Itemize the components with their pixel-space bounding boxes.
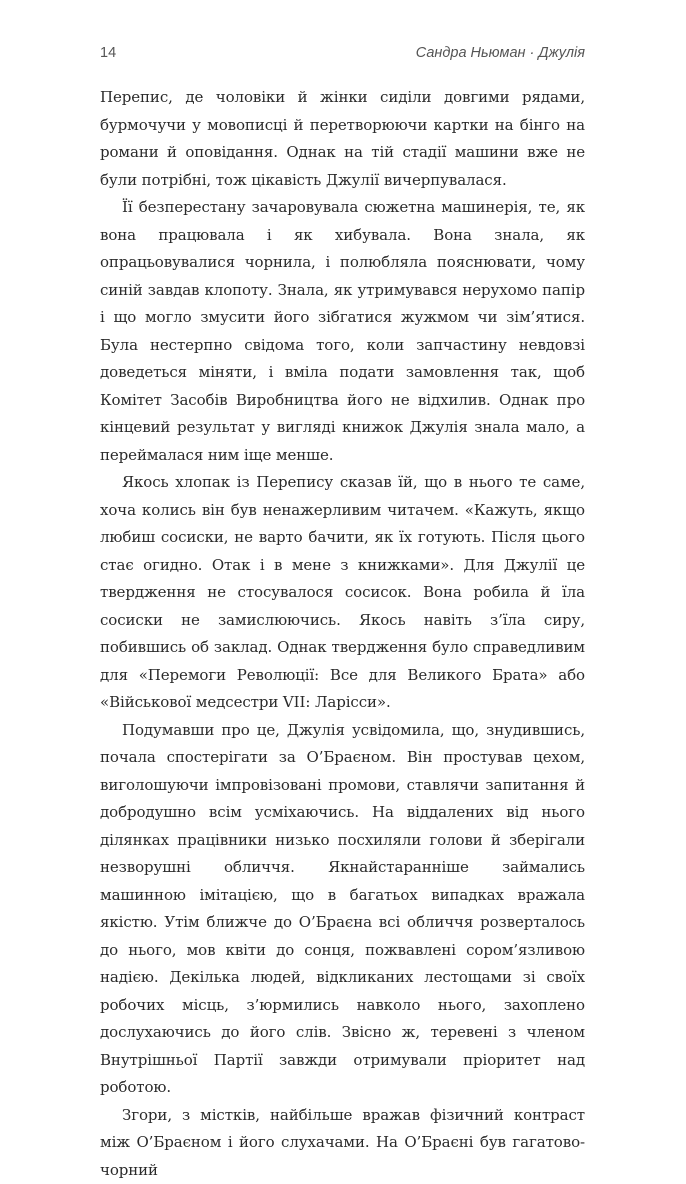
body-text — [100, 84, 585, 1184]
paragraph: Якось хлопак із Перепису сказав їй, що в нього те саме, хоча колись він був ненажерливим читачем. «Кажуть, якщо любиш сосиски, не варто бачити, як їх готують. Після цього стає огидно. Отак і в мене з книжками». Для Джулії це твердження не стосувалося сосисок. Вона робила й їла сосиски не замислюючись. Якось навіть з’їла сиру, побившись об заклад. Однак твердження було справедливим для «Перемоги Революції: Все для Великого Брата» або «Військової медсестри VII: Ларісси». — [100, 469, 585, 717]
paragraph: Перепис, де чоловіки й жінки сиділи довгими рядами, бурмочучи у мовописці й перетворюючи картки на бінго на романи й оповідання. Однак на тій стадії машини вже не були потрібні, тож цікавість Джулії вичерпувалася. — [100, 84, 585, 194]
running-head: Сандра Ньюман · Джулія — [416, 45, 585, 61]
paragraph: Подумавши про це, Джулія усвідомила, що, знудившись, почала спостерігати за О’Браєном. Він простував цехом, виголошуючи імпровізовані промови, ставлячи запитання й добродушно всім усміхаючись. На віддалених від нього ділянках працівники низько посхиляли голови й зберігали незворушні обличчя. Якнайстаранніше займались машинною імітацією, що в багатьох випадках вражала якістю. Утім ближче до О’Браєна всі обличчя розверталось до нього, мов квіти до сонця, пожвавлені сором’язливою надією. Декілька людей, відкликаних лестощами зі своїх робочих місць, з’юрмились навколо нього, захоплено дослухаючись до його слів. Звісно ж, теревені з членом Внутрішньої Партії завжди отримували пріоритет над роботою. — [100, 717, 585, 1102]
paragraph: Згори, з містків, найбільше вражав фізичний контраст між О’Браєном і його слухачами. На О’Браєні був гагатово-чорний — [100, 1102, 585, 1184]
page-number: 14 — [100, 45, 116, 61]
page-header — [100, 45, 585, 71]
paragraph: Її безперестану зачаровувала сюжетна машинерія, те, як вона працювала і як хибувала. Вона знала, як опрацьовувалися чорнила, і полюбляла пояснювати, чому синій завдав клопоту. Знала, як утримувався нерухомо папір і що могло змусити його зібгатися жужмом чи зім’ятися. Була нестерпно свідома того, коли запчастину невдовзі доведеться міняти, і вміла подати замовлення так, щоб Комітет Засобів Виробництва його не відхилив. Однак про кінцевий результат у вигляді книжок Джулія знала мало, а переймалася ним іще менше. — [100, 194, 585, 469]
